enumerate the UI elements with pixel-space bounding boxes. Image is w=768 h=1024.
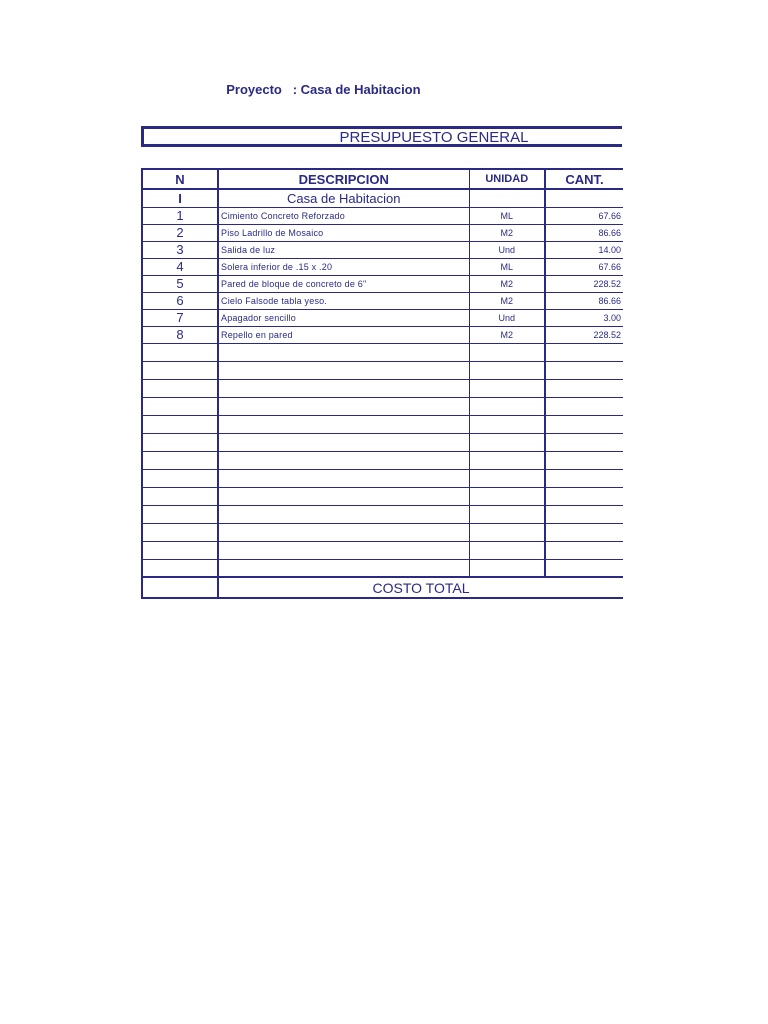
empty-cell — [545, 469, 623, 487]
empty-row — [142, 397, 623, 415]
total-row — [142, 577, 623, 598]
empty-row — [142, 415, 623, 433]
empty-cell — [218, 343, 469, 361]
empty-cell — [469, 541, 545, 559]
empty-cell — [142, 505, 218, 523]
empty-cell — [142, 361, 218, 379]
empty-cell — [142, 415, 218, 433]
item-unit: M2 — [469, 326, 545, 343]
item-number: 8 — [142, 326, 218, 343]
budget-table — [141, 168, 623, 599]
empty-cell — [545, 559, 623, 577]
empty-cell — [142, 469, 218, 487]
item-quantity: 3.00 — [545, 309, 623, 326]
item-unit: ML — [469, 207, 545, 224]
empty-cell — [545, 361, 623, 379]
item-unit: M2 — [469, 275, 545, 292]
empty-cell — [142, 487, 218, 505]
empty-cell — [218, 469, 469, 487]
empty-cell — [142, 523, 218, 541]
item-quantity: 67.66 — [545, 258, 623, 275]
empty-cell — [545, 505, 623, 523]
empty-row — [142, 469, 623, 487]
empty-cell — [142, 379, 218, 397]
empty-row — [142, 433, 623, 451]
table-row — [142, 241, 623, 258]
item-quantity: 228.52 — [545, 275, 623, 292]
table-row — [142, 207, 623, 224]
header-n: N — [142, 169, 218, 189]
item-quantity: 86.66 — [545, 292, 623, 309]
table-header-row — [142, 169, 623, 189]
item-unit: ML — [469, 258, 545, 275]
empty-row — [142, 559, 623, 577]
item-quantity: 228.52 — [545, 326, 623, 343]
empty-cell — [142, 433, 218, 451]
empty-cell — [218, 523, 469, 541]
item-number: 6 — [142, 292, 218, 309]
item-quantity: 86.66 — [545, 224, 623, 241]
empty-row — [142, 451, 623, 469]
project-line — [219, 67, 421, 97]
item-unit: Und — [469, 241, 545, 258]
empty-cell — [218, 433, 469, 451]
total-label: COSTO TOTAL — [218, 577, 623, 598]
item-number: 2 — [142, 224, 218, 241]
budget-title-box — [141, 126, 622, 147]
header-unit: UNIDAD — [469, 169, 545, 189]
total-blank-cell — [142, 577, 218, 598]
empty-cell — [218, 487, 469, 505]
item-quantity: 14.00 — [545, 241, 623, 258]
empty-cell — [545, 523, 623, 541]
budget-title: PRESUPUESTO GENERAL — [339, 129, 529, 146]
empty-cell — [469, 505, 545, 523]
empty-cell — [545, 343, 623, 361]
empty-cell — [142, 559, 218, 577]
item-number: 1 — [142, 207, 218, 224]
empty-cell — [469, 361, 545, 379]
table-row — [142, 275, 623, 292]
empty-cell — [142, 451, 218, 469]
table-row — [142, 224, 623, 241]
item-description: Pared de bloque de concreto de 6" — [218, 275, 469, 292]
table-row — [142, 258, 623, 275]
table-row — [142, 326, 623, 343]
section-title: Casa de Habitacion — [218, 189, 469, 207]
empty-cell — [142, 541, 218, 559]
item-description: Cielo Falsode tabla yeso. — [218, 292, 469, 309]
table-row — [142, 309, 623, 326]
item-quantity: 67.66 — [545, 207, 623, 224]
empty-cell — [545, 415, 623, 433]
item-unit: M2 — [469, 224, 545, 241]
empty-cell — [469, 559, 545, 577]
empty-cell — [218, 505, 469, 523]
project-label: Proyecto : Casa de Habitacion — [226, 82, 421, 97]
empty-cell — [469, 397, 545, 415]
empty-cell — [218, 559, 469, 577]
empty-cell — [218, 415, 469, 433]
empty-row — [142, 505, 623, 523]
header-quantity: CANT. — [545, 169, 623, 189]
empty-cell — [469, 451, 545, 469]
header-description: DESCRIPCION — [218, 169, 469, 189]
item-description: Salida de luz — [218, 241, 469, 258]
empty-cell — [469, 487, 545, 505]
empty-cell — [469, 523, 545, 541]
empty-cell — [142, 343, 218, 361]
section-number: I — [142, 189, 218, 207]
section-row — [142, 189, 623, 207]
empty-row — [142, 487, 623, 505]
item-number: 4 — [142, 258, 218, 275]
empty-cell — [545, 487, 623, 505]
empty-cell — [218, 451, 469, 469]
empty-row — [142, 541, 623, 559]
empty-cell — [545, 433, 623, 451]
item-number: 7 — [142, 309, 218, 326]
empty-cell — [218, 361, 469, 379]
empty-cell — [469, 433, 545, 451]
empty-cell — [545, 379, 623, 397]
item-description: Repello en pared — [218, 326, 469, 343]
item-unit: M2 — [469, 292, 545, 309]
empty-cell — [545, 397, 623, 415]
empty-row — [142, 523, 623, 541]
empty-cell — [218, 379, 469, 397]
empty-row — [142, 379, 623, 397]
empty-cell — [469, 343, 545, 361]
table-row — [142, 292, 623, 309]
empty-cell — [218, 397, 469, 415]
item-number: 3 — [142, 241, 218, 258]
section-quantity-cell — [545, 189, 623, 207]
empty-cell — [142, 397, 218, 415]
empty-cell — [469, 379, 545, 397]
item-description: Apagador sencillo — [218, 309, 469, 326]
empty-cell — [469, 415, 545, 433]
section-unit-cell — [469, 189, 545, 207]
empty-row — [142, 343, 623, 361]
empty-cell — [218, 541, 469, 559]
empty-row — [142, 361, 623, 379]
empty-cell — [545, 541, 623, 559]
item-description: Solera inferior de .15 x .20 — [218, 258, 469, 275]
item-unit: Und — [469, 309, 545, 326]
empty-cell — [469, 469, 545, 487]
item-number: 5 — [142, 275, 218, 292]
item-description: Cimiento Concreto Reforzado — [218, 207, 469, 224]
item-description: Piso Ladrillo de Mosaico — [218, 224, 469, 241]
empty-cell — [545, 451, 623, 469]
